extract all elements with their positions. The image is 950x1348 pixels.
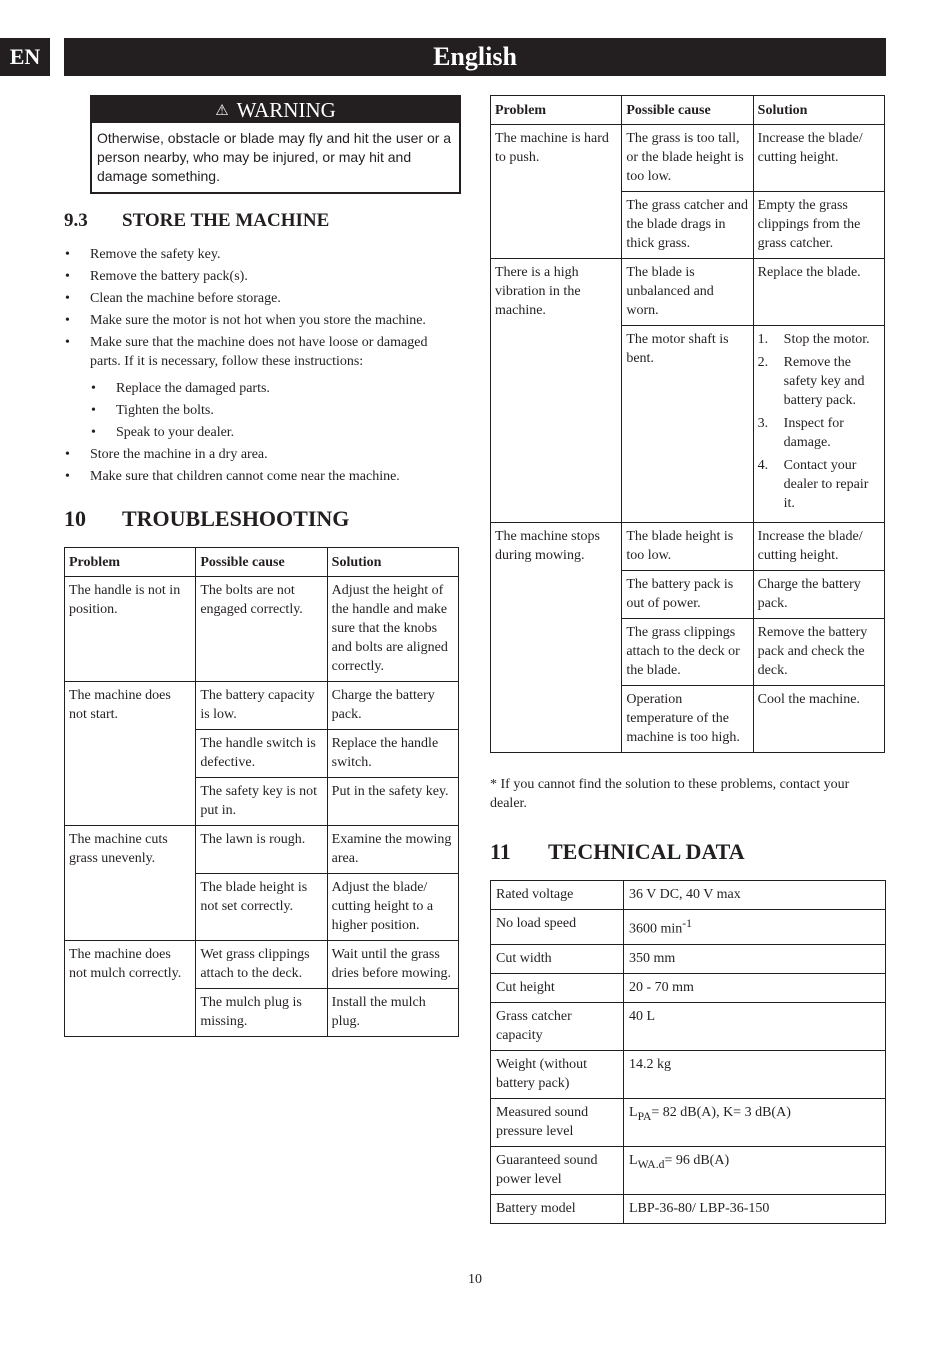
spec-superscript: -1 xyxy=(682,917,692,930)
column-header: Solution xyxy=(327,548,458,577)
table-row xyxy=(491,1050,886,1098)
troubleshooting-table-right xyxy=(490,95,885,753)
spec-label: Weight (without battery pack) xyxy=(491,1050,624,1098)
spec-prefix: L xyxy=(629,1152,638,1168)
problem-cell: The machine does not mulch correctly. xyxy=(65,941,196,1037)
spec-subscript: WA.d xyxy=(637,1157,665,1171)
spec-value xyxy=(624,1194,886,1223)
problem-cell: There is a high vibration in the machine. xyxy=(491,259,622,523)
technical-heading xyxy=(490,839,886,865)
step-item xyxy=(758,414,880,452)
cause-cell: The blade is unbalanced and worn. xyxy=(622,259,753,326)
section-title: TECHNICAL DATA xyxy=(548,839,745,864)
list-item-text: Make sure that the machine does not have loose or damaged parts. If it is necessary, follow these instructions: xyxy=(90,335,428,369)
step-text: Contact your dealer to repair it. xyxy=(783,458,869,511)
column-header: Solution xyxy=(753,96,884,125)
problem-cell: The machine does not start. xyxy=(65,682,196,826)
spec-label: Cut height xyxy=(491,973,624,1002)
cause-cell: The safety key is not put in. xyxy=(196,778,327,826)
language-tab: EN xyxy=(0,38,50,76)
spec-label: No load speed xyxy=(491,910,624,945)
spec-value xyxy=(624,1146,886,1194)
solution-cell: Charge the battery pack. xyxy=(753,571,884,619)
solution-cell: Install the mulch plug. xyxy=(327,989,458,1037)
solution-cell: Remove the battery pack and check the deck. xyxy=(753,619,884,686)
table-row xyxy=(65,682,459,730)
table-row xyxy=(491,1002,886,1050)
section-number: 9.3 xyxy=(64,210,88,231)
spec-text: = 82 dB(A), K= 3 dB(A) xyxy=(651,1104,791,1120)
spec-text: 36 V DC, 40 V max xyxy=(629,887,741,902)
spec-label: Battery model xyxy=(491,1194,624,1223)
table-row xyxy=(491,1146,886,1194)
cause-cell: The battery capacity is low. xyxy=(196,682,327,730)
step-number: 4. xyxy=(757,458,769,473)
table-row xyxy=(491,125,885,192)
cause-cell: The lawn is rough. xyxy=(196,826,327,874)
left-column xyxy=(64,95,459,1037)
spec-label: Measured sound pressure level xyxy=(491,1098,624,1146)
solution-cell: Put in the safety key. xyxy=(327,778,458,826)
sub-list-item: • Speak to your dealer. xyxy=(90,423,459,442)
step-number: 3. xyxy=(757,416,769,431)
solution-cell: Replace the handle switch. xyxy=(327,730,458,778)
spec-text: 20 - 70 mm xyxy=(629,979,694,995)
problem-cell: The machine cuts grass unevenly. xyxy=(65,826,196,941)
cause-cell: The grass is too tall, or the blade height is too low. xyxy=(622,125,753,192)
section-number: 10 xyxy=(64,506,86,531)
spec-text: 3600 min xyxy=(629,921,683,937)
section-number: 11 xyxy=(490,839,511,864)
page-title: English xyxy=(64,38,886,76)
solution-cell: Cool the machine. xyxy=(753,686,884,753)
problem-cell: The machine is hard to push. xyxy=(491,125,622,259)
solution-cell: Increase the blade/ cutting height. xyxy=(753,125,884,192)
warning-box xyxy=(90,95,461,194)
spec-label: Rated voltage xyxy=(491,881,624,910)
list-item: • Make sure that children cannot come near the machine. xyxy=(64,467,459,486)
list-item: • Remove the safety key. xyxy=(64,245,459,264)
cause-cell: The mulch plug is missing. xyxy=(196,989,327,1037)
technical-data-table xyxy=(490,880,886,1224)
spec-value xyxy=(624,944,886,973)
table-row xyxy=(491,259,885,326)
cause-cell: The grass catcher and the blade drags in thick grass. xyxy=(622,192,753,259)
cause-cell: Wet grass clippings attach to the deck. xyxy=(196,941,327,989)
right-column xyxy=(490,95,886,1224)
spec-label: Cut width xyxy=(491,944,624,973)
solution-cell: Increase the blade/ cutting height. xyxy=(753,523,884,571)
footnote: * If you cannot find the solution to these problems, contact your dealer. xyxy=(490,777,850,811)
store-sub-list xyxy=(90,379,459,442)
store-heading xyxy=(64,210,459,232)
spec-label: Grass catcher capacity xyxy=(491,1002,624,1050)
table-row xyxy=(491,944,886,973)
list-item: • Store the machine in a dry area. xyxy=(64,445,459,464)
page-number: 10 xyxy=(468,1272,482,1287)
solution-cell: Wait until the grass dries before mowing. xyxy=(327,941,458,989)
warning-triangle-icon: ⚠ xyxy=(215,102,229,119)
spec-text: 40 L xyxy=(629,1008,656,1024)
solution-steps xyxy=(758,330,880,513)
problem-cell: The handle is not in position. xyxy=(65,577,196,682)
step-item xyxy=(758,456,880,513)
cause-cell: The blade height is too low. xyxy=(622,523,753,571)
step-item xyxy=(758,353,880,410)
warning-header xyxy=(92,97,459,125)
cause-cell: The motor shaft is bent. xyxy=(622,326,753,523)
spec-text: LBP-36-80/ LBP-36-150 xyxy=(629,1200,770,1216)
troubleshooting-heading xyxy=(64,506,459,532)
step-text: Stop the motor. xyxy=(783,332,870,347)
table-row xyxy=(491,1098,886,1146)
problem-cell: The machine stops during mowing. xyxy=(491,523,622,753)
solution-cell xyxy=(753,326,884,523)
spec-value xyxy=(624,881,886,910)
table-row xyxy=(491,973,886,1002)
list-item: • Remove the battery pack(s). xyxy=(64,267,459,286)
spec-label: Guaranteed sound power level xyxy=(491,1146,624,1194)
list-item: • Clean the machine before storage. xyxy=(64,289,459,308)
spec-value xyxy=(624,1098,886,1146)
table-row xyxy=(491,523,885,571)
table-row xyxy=(65,577,459,682)
table-header-row xyxy=(491,96,885,125)
section-title: TROUBLESHOOTING xyxy=(122,506,350,531)
spec-prefix: L xyxy=(629,1104,638,1120)
warning-title: WARNING xyxy=(236,97,336,122)
solution-cell: Examine the mowing area. xyxy=(327,826,458,874)
column-header: Possible cause xyxy=(196,548,327,577)
solution-cell: Charge the battery pack. xyxy=(327,682,458,730)
sub-list-item: • Tighten the bolts. xyxy=(90,401,459,420)
cause-cell: The grass clippings attach to the deck or the blade. xyxy=(622,619,753,686)
solution-cell: Adjust the blade/ cutting height to a higher position. xyxy=(327,874,458,941)
step-number: 2. xyxy=(757,355,769,370)
step-text: Remove the safety key and battery pack. xyxy=(783,355,865,408)
column-header: Problem xyxy=(65,548,196,577)
store-list xyxy=(64,245,459,486)
table-row xyxy=(491,910,886,945)
spec-subscript: PA xyxy=(637,1109,652,1123)
column-header: Possible cause xyxy=(622,96,753,125)
cause-cell: The bolts are not engaged correctly. xyxy=(196,577,327,682)
step-text: Inspect for damage. xyxy=(783,416,844,450)
spec-value xyxy=(624,1002,886,1050)
spec-value xyxy=(624,973,886,1002)
step-item xyxy=(758,330,880,349)
solution-cell: Empty the grass clippings from the grass catcher. xyxy=(753,192,884,259)
column-header: Problem xyxy=(491,96,622,125)
table-header-row xyxy=(65,548,459,577)
cause-cell: The blade height is not set correctly. xyxy=(196,874,327,941)
spec-text: 14.2 kg xyxy=(629,1056,671,1072)
spec-value xyxy=(624,910,886,945)
solution-cell: Adjust the height of the handle and make sure that the knobs and bolts are aligned correctly. xyxy=(327,577,458,682)
section-title: STORE THE MACHINE xyxy=(122,210,330,231)
step-number: 1. xyxy=(757,332,769,347)
troubleshooting-table-left xyxy=(64,547,459,1037)
table-row xyxy=(491,881,886,910)
spec-text: 350 mm xyxy=(629,950,676,966)
cause-cell: The handle switch is defective. xyxy=(196,730,327,778)
spec-text: = 96 dB(A) xyxy=(664,1152,730,1168)
table-row xyxy=(65,941,459,989)
cause-cell: Operation temperature of the machine is too high. xyxy=(622,686,753,753)
solution-cell: Replace the blade. xyxy=(753,259,884,326)
list-item: • Make sure the motor is not hot when you store the machine. xyxy=(64,311,459,330)
cause-cell: The battery pack is out of power. xyxy=(622,571,753,619)
table-row xyxy=(491,1194,886,1223)
list-item xyxy=(64,333,459,442)
table-row xyxy=(65,826,459,874)
warning-text: Otherwise, obstacle or blade may fly and hit the user or a person nearby, who may be injured, or may hit and damage something. xyxy=(97,130,452,184)
sub-list-item: • Replace the damaged parts. xyxy=(90,379,459,398)
spec-value xyxy=(624,1050,886,1098)
